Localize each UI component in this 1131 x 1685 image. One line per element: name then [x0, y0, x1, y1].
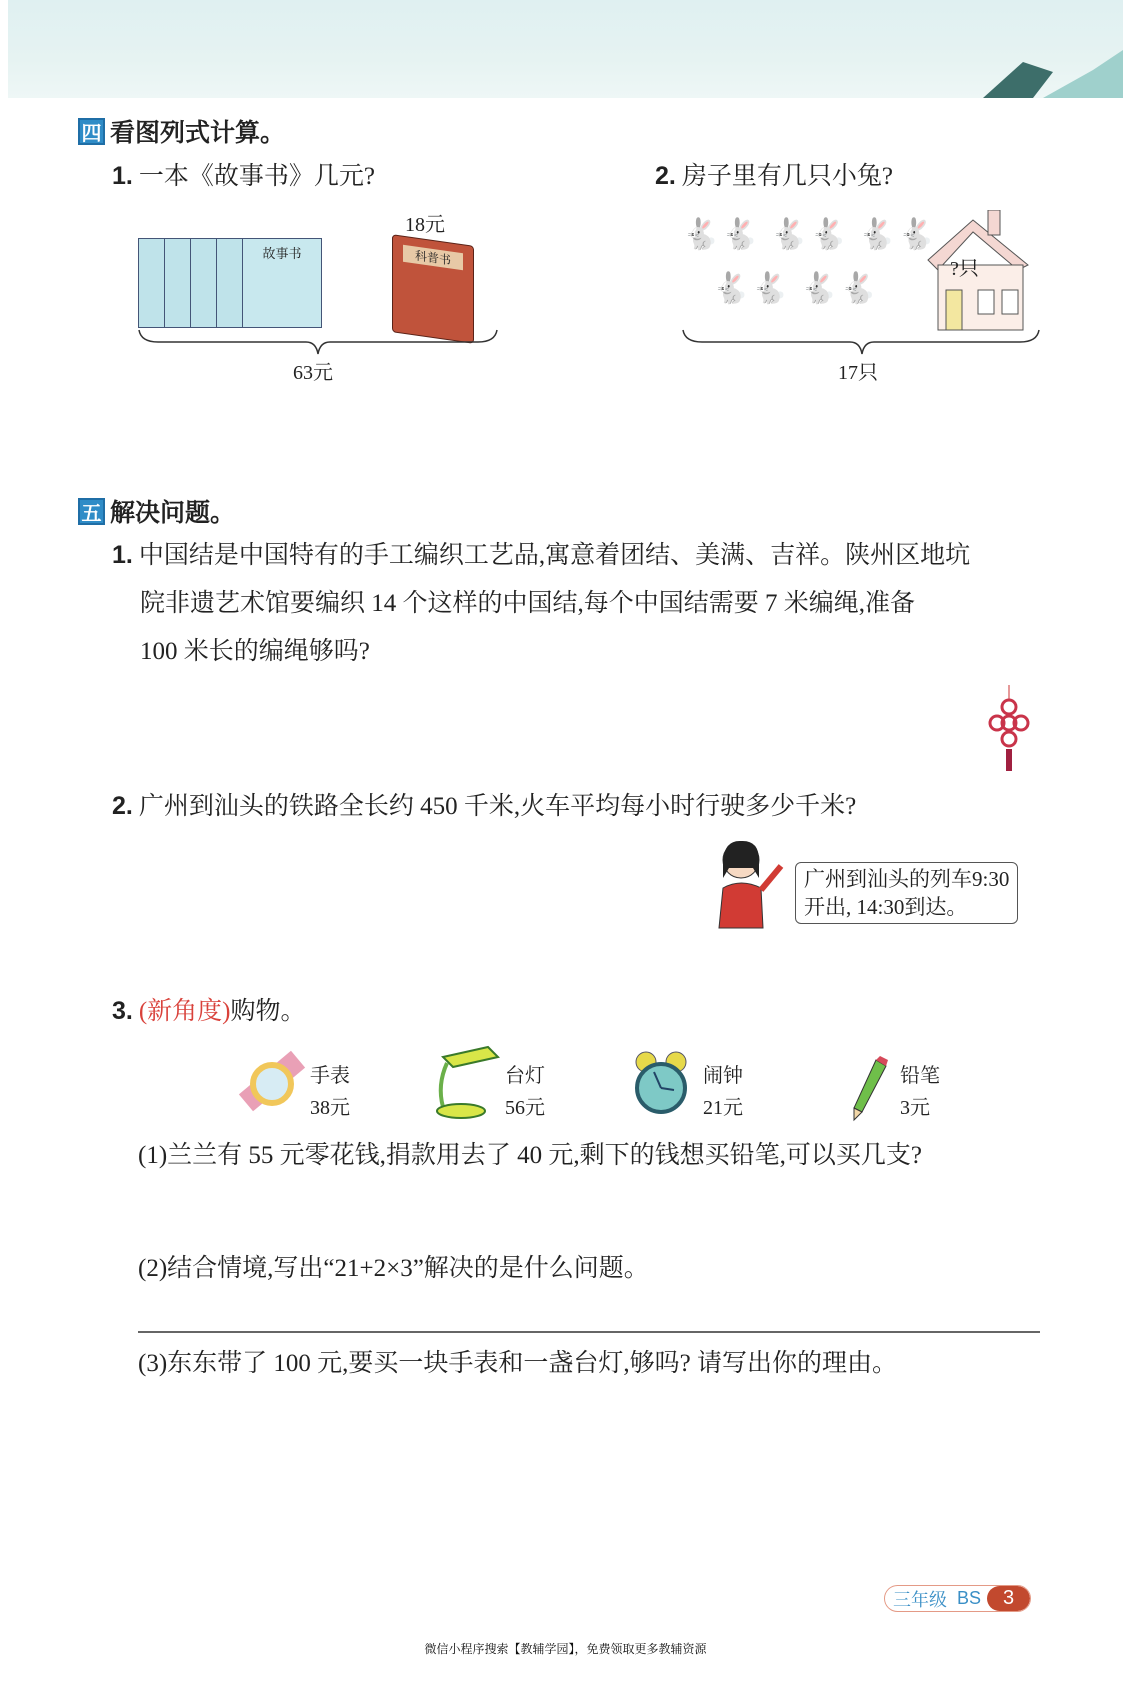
item-price: 3元 [900, 1097, 930, 1119]
bubble-line: 广州到汕头的列车9:30 [804, 867, 1010, 891]
section-4-heading [78, 113, 285, 149]
brace-icon [682, 328, 1040, 356]
problem-line: 院非遗艺术馆要编织 14 个这样的中国结,每个中国结需要 7 米编绳,准备 [140, 590, 916, 617]
item-name: 台灯 [505, 1065, 545, 1087]
question-number: 2. [655, 162, 676, 190]
section-title: 解决问题。 [110, 499, 236, 527]
problem-line: 100 米长的编绳够吗? [140, 638, 370, 665]
sci-book-price: 18元 [405, 214, 445, 236]
question-number: 3. [112, 997, 133, 1025]
story-books-image [138, 238, 323, 330]
pencil-icon [850, 1056, 890, 1122]
item-price: 56元 [505, 1097, 545, 1119]
answer-line[interactable] [138, 1331, 1040, 1333]
total-price: 63元 [293, 362, 333, 384]
brace-icon [138, 328, 498, 356]
item-name: 手表 [310, 1065, 350, 1087]
problem-1 [112, 531, 1052, 676]
bubble-line: 开出, 14:30到达。 [804, 895, 968, 919]
page-number: 3 [987, 1586, 1030, 1611]
q4-1 [112, 152, 375, 201]
new-angle-tag: (新角度) [138, 998, 231, 1025]
problem-text: 广州到汕头的铁路全长约 450 千米,火车平均每小时行驶多少千米? [138, 793, 857, 820]
item-name: 闹钟 [703, 1065, 743, 1087]
section-title: 看图列式计算。 [110, 119, 286, 147]
section-badge: 四 [78, 118, 105, 145]
header-banner [8, 0, 1123, 98]
book-title: 故事书 [242, 238, 322, 328]
sub-question-1: (1)兰兰有 55 元零花钱,捐款用去了 40 元,剩下的钱想买铅笔,可以买几支? [138, 1142, 922, 1169]
item-name: 铅笔 [900, 1065, 940, 1087]
grade-label: 三年级 [893, 1589, 947, 1610]
chinese-knot-icon [985, 685, 1033, 773]
question-number: 1. [112, 541, 133, 569]
page-badge [884, 1585, 1031, 1612]
rabbits-image [682, 208, 938, 328]
section-badge: 五 [78, 498, 105, 525]
rabbit-row: 🐇🐇 🐇🐇 [712, 272, 879, 305]
item-watch [310, 1060, 350, 1124]
alarm-clock-icon [632, 1048, 690, 1122]
book-title: 科普书 [403, 245, 463, 270]
question-text: 一本《故事书》几元? [138, 163, 375, 190]
sub-question-2: (2)结合情境,写出“21+2×3”解决的是什么问题。 [138, 1255, 649, 1282]
problem-line: 中国结是中国特有的手工编织工艺品,寓意着团结、美满、吉祥。陕州区地坑 [138, 542, 971, 569]
problem-2 [112, 782, 856, 831]
watch-icon [238, 1050, 306, 1116]
total-rabbits: 17只 [838, 362, 878, 384]
item-pencil [900, 1060, 940, 1124]
section-5-heading [78, 493, 235, 529]
mountain-decoration [983, 50, 1123, 98]
lamp-icon [433, 1045, 503, 1120]
item-clock [703, 1060, 743, 1124]
speech-bubble [795, 862, 1018, 924]
item-lamp [505, 1060, 545, 1124]
item-price: 21元 [703, 1097, 743, 1119]
q4-2 [655, 152, 893, 201]
house-unknown-label: ?只 [950, 258, 979, 280]
item-price: 38元 [310, 1097, 350, 1119]
footer-note: 微信小程序搜索【教辅学园】，免费领取更多教辅资源 [424, 1642, 707, 1656]
rabbit-row: 🐇🐇 🐇🐇 🐇🐇 [682, 218, 938, 251]
question-number: 1. [112, 162, 133, 190]
girl-image [705, 838, 785, 930]
question-text: 房子里有几只小兔? [681, 163, 893, 190]
problem-title: 购物。 [230, 998, 306, 1025]
sub-question-3: (3)东东带了 100 元,要买一块手表和一盏台灯,够吗? 请写出你的理由。 [138, 1350, 897, 1377]
edition-label: BS [957, 1588, 982, 1608]
question-number: 2. [112, 792, 133, 820]
problem-3 [112, 987, 306, 1036]
